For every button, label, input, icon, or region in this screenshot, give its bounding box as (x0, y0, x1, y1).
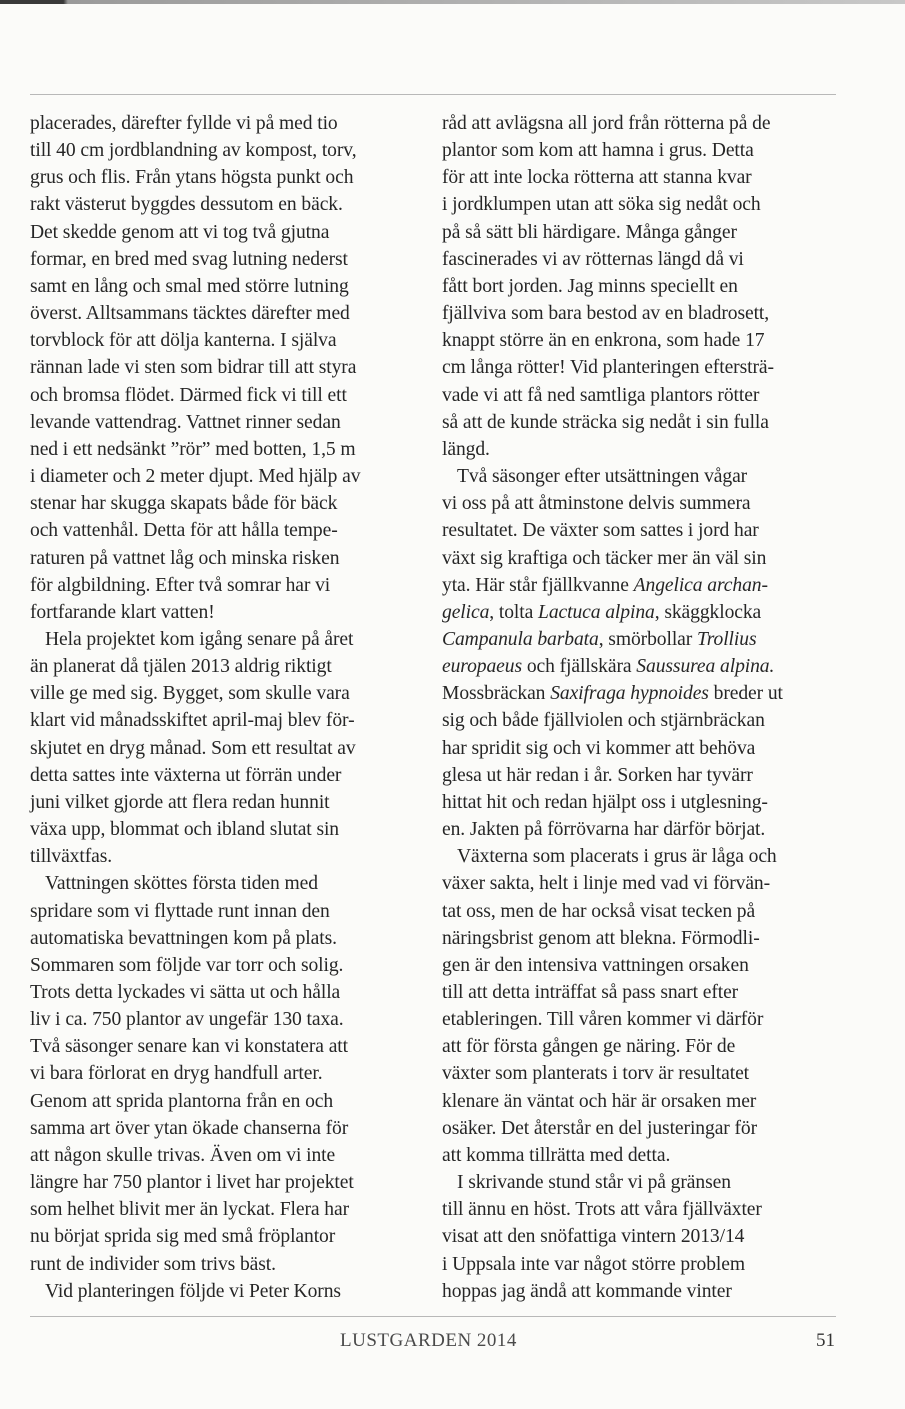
text-segment: levande vattendrag. Vattnet rinner sedan (30, 411, 341, 433)
text-line (442, 436, 842, 463)
text-segment: yta. Här står fjällkvanne (442, 574, 634, 596)
italic-species-name: Saussurea alpina. (636, 656, 775, 678)
text-line (30, 816, 430, 843)
text-line (30, 1278, 430, 1305)
text-segment: , smörbollar (598, 628, 697, 650)
text-segment: plantor som kom att hamna i grus. Detta (442, 140, 754, 162)
text-line (30, 246, 430, 273)
text-segment: fjällviva som bara bestod av en bladrosett, (442, 303, 770, 325)
text-segment: att komma tillrätta med detta. (442, 1144, 671, 1166)
text-segment: fortfarande klart vatten! (30, 601, 215, 623)
text-line (442, 1006, 842, 1033)
text-line (442, 382, 842, 409)
text-line (30, 327, 430, 354)
text-segment: vi oss på att åtminstone delvis summera (442, 493, 751, 515)
text-line (442, 1278, 842, 1305)
text-line (30, 1033, 430, 1060)
text-line (30, 110, 430, 137)
text-line (442, 870, 842, 897)
text-line (442, 653, 842, 680)
text-line (30, 219, 430, 246)
text-segment: Det skedde genom att vi tog två gjutna (30, 221, 330, 243)
text-line (442, 1033, 842, 1060)
text-line (30, 680, 430, 707)
text-line (442, 354, 842, 381)
text-segment: spridare som vi flyttade runt innan den (30, 900, 330, 922)
text-line (442, 898, 842, 925)
text-line (442, 1169, 842, 1196)
text-line (442, 1251, 842, 1278)
text-line (442, 463, 842, 490)
text-line (30, 382, 430, 409)
text-line (442, 300, 842, 327)
text-line (30, 789, 430, 816)
text-segment: att någon skulle trivas. Även om vi inte (30, 1144, 336, 1166)
text-segment: i jordklumpen utan att söka sig nedåt och (442, 194, 761, 216)
text-line (30, 1142, 430, 1169)
text-line (442, 246, 842, 273)
text-segment: än planerat då tjälen 2013 aldrig riktigt (30, 656, 332, 678)
text-segment: glesa ut här redan i år. Sorken har tyvärr (442, 764, 753, 786)
text-line (442, 680, 842, 707)
text-segment: på så sätt bli härdigare. Många gånger (442, 221, 737, 243)
text-line (442, 1223, 842, 1250)
left-text-column (30, 110, 430, 1305)
text-segment: liv i ca. 750 plantor av ungefär 130 taxa. (30, 1009, 344, 1031)
text-segment: visat att den snöfattiga vintern 2013/14 (442, 1226, 745, 1248)
text-segment: , skäggklocka (654, 601, 762, 623)
text-segment: hoppas jag ändå att kommande vinter (442, 1280, 732, 1302)
text-segment: för att inte locka rötterna att stanna kvar (442, 167, 752, 189)
text-segment: växa upp, blommat och ibland slutat sin (30, 819, 340, 841)
text-segment: samt en lång och smal med större lutning (30, 275, 349, 297)
text-line (30, 1196, 430, 1223)
italic-species-name: europaeus (442, 656, 523, 678)
text-segment: i diameter och 2 meter djupt. Med hjälp av (30, 466, 361, 488)
text-segment: detta sattes inte växterna ut förrän under (30, 764, 342, 786)
text-segment: samma art över ytan ökade chanserna för (30, 1117, 349, 1139)
text-segment: runt de individer som trivs bäst. (30, 1253, 276, 1275)
text-line (30, 436, 430, 463)
text-segment: raturen på vattnet låg och minska risken (30, 547, 340, 569)
text-segment: Vid planteringen följde vi Peter Korns (45, 1280, 341, 1302)
text-line (442, 572, 842, 599)
text-segment: I skrivande stund står vi på gränsen (457, 1172, 731, 1194)
text-segment: som helhet blivit mer än lyckat. Flera har (30, 1199, 350, 1221)
text-segment: osäker. Det återstår en del justeringar för (442, 1117, 758, 1139)
text-line (30, 979, 430, 1006)
text-line (442, 1196, 842, 1223)
text-line (442, 517, 842, 544)
text-line (442, 979, 842, 1006)
text-line (442, 219, 842, 246)
text-line (442, 599, 842, 626)
page-number: 51 (816, 1330, 835, 1351)
text-segment: cm långa rötter! Vid planteringen eftersträ- (442, 357, 774, 379)
text-line (30, 572, 430, 599)
text-segment: fått bort jorden. Jag minns speciellt en (442, 275, 738, 297)
text-segment: rännan lade vi sten som bidrar till att styra (30, 357, 357, 379)
text-segment: råd att avlägsna all jord från rötterna på de (442, 113, 771, 134)
text-segment: Trots detta lyckades vi sätta ut och hålla (30, 982, 341, 1003)
text-segment: till ännu en höst. Trots att våra fjällväxter (442, 1199, 762, 1221)
text-line (442, 789, 842, 816)
header-rule (30, 94, 836, 95)
text-line (442, 952, 842, 979)
text-segment: växer sakta, helt i linje med vad vi förvän- (442, 873, 771, 895)
text-segment: tillväxtfas. (30, 846, 113, 868)
text-segment: Två säsonger senare kan vi konstatera att (30, 1036, 348, 1058)
text-segment: vi bara förlorat en dryg handfull arter. (30, 1063, 323, 1085)
text-line (442, 273, 842, 300)
text-line (30, 626, 430, 653)
text-line (30, 1115, 430, 1142)
text-line (30, 1006, 430, 1033)
text-line (442, 164, 842, 191)
text-segment: så att de kunde sträcka sig nedåt i sin fulla (442, 411, 769, 433)
text-line (442, 843, 842, 870)
right-text-column (442, 110, 842, 1305)
text-line (30, 952, 430, 979)
text-line (30, 1060, 430, 1087)
text-segment: knappt större än en enkrona, som hade 17 (442, 330, 765, 352)
text-line (442, 490, 842, 517)
text-segment: Hela projektet kom igång senare på året (45, 628, 354, 650)
text-line (30, 870, 430, 897)
text-segment: stenar har skugga skapats både för bäck (30, 493, 338, 515)
text-segment: i Uppsala inte var något större problem (442, 1253, 745, 1275)
text-line (442, 626, 842, 653)
text-segment: till 40 cm jordblandning av kompost, torv, (30, 140, 357, 162)
text-segment: längd. (442, 438, 490, 460)
text-line (442, 327, 842, 354)
text-segment: och fjällskära (522, 656, 637, 678)
text-line (30, 898, 430, 925)
text-segment: växt sig kraftiga och täcker mer än väl sin (442, 547, 767, 569)
text-segment: Sommaren som följde var torr och solig. (30, 954, 344, 976)
text-segment: juni vilket gjorde att flera redan hunnit (30, 791, 330, 813)
italic-species-name: Angelica archan- (633, 574, 768, 596)
scan-top-edge (0, 0, 905, 4)
text-segment: för algbildning. Efter två somrar har vi (30, 574, 331, 596)
text-segment: näringsbrist genom att blekna. Förmodli- (442, 927, 760, 949)
text-segment: tat oss, men de har också visat tecken på (442, 900, 756, 922)
text-line (442, 925, 842, 952)
text-segment: Två säsonger efter utsättningen vågar (457, 466, 748, 488)
italic-species-name: gelica (442, 601, 490, 623)
text-line (442, 762, 842, 789)
text-line (442, 735, 842, 762)
text-segment: sig och både fjällviolen och stjärnbräckan (442, 710, 765, 732)
text-segment: torvblock för att dölja kanterna. I själva (30, 330, 337, 352)
text-line (442, 816, 842, 843)
text-line (442, 1060, 842, 1087)
italic-species-name: Campanula barbata (442, 628, 599, 650)
text-line (30, 191, 430, 218)
text-line (442, 1115, 842, 1142)
text-segment: och bromsa flödet. Därmed fick vi till ett (30, 384, 347, 406)
text-segment: att för första gången ge näring. För de (442, 1036, 736, 1058)
text-segment: längre har 750 plantor i livet har projektet (30, 1172, 354, 1194)
text-segment: fascinerades vi av rötternas längd då vi (442, 248, 744, 270)
text-segment: har spridit sig och vi kommer att behöva (442, 737, 756, 759)
text-line (442, 409, 842, 436)
text-line (442, 707, 842, 734)
text-segment: till att detta inträffat så pass snart efter (442, 982, 739, 1003)
text-line (30, 735, 430, 762)
text-line (442, 545, 842, 572)
text-line (30, 164, 430, 191)
text-segment: placerades, därefter fyllde vi på med tio (30, 113, 338, 134)
text-line (30, 653, 430, 680)
text-line (30, 1088, 430, 1115)
text-segment: skjutet en dryg månad. Som ett resultat av (30, 737, 356, 759)
text-line (30, 1169, 430, 1196)
text-line (30, 409, 430, 436)
text-line (30, 463, 430, 490)
text-segment: hittat hit och redan hjälpt oss i utglesning- (442, 791, 768, 813)
text-segment: Mossbräckan (442, 683, 551, 705)
italic-species-name: Trollius (697, 628, 757, 650)
text-line (30, 300, 430, 327)
text-segment: resultatet. De växter som sattes i jord har (442, 520, 759, 542)
text-segment: ville ge med sig. Bygget, som skulle vara (30, 683, 350, 705)
text-segment: gen är den intensiva vattningen orsaken (442, 954, 749, 976)
text-segment: klart vid månadsskiftet april-maj blev för- (30, 710, 355, 732)
text-line (442, 1142, 842, 1169)
text-segment: klenare än väntat och här är orsaken mer (442, 1090, 757, 1112)
text-segment: och vattenhål. Detta för att hålla tempe- (30, 520, 338, 542)
text-line (30, 490, 430, 517)
text-segment: Vattningen sköttes första tiden med (45, 873, 318, 895)
text-segment: etableringen. Till våren kommer vi därför (442, 1009, 764, 1031)
text-segment: ned i ett nedsänkt ”rör” med botten, 1,5 m (30, 438, 356, 460)
text-segment: , tolta (489, 601, 539, 623)
text-segment: en. Jakten på förrövarna har därför börjat. (442, 819, 766, 841)
text-segment: Genom att sprida plantorna från en och (30, 1090, 334, 1112)
text-line (30, 517, 430, 544)
italic-species-name: Saxifraga hypnoides (550, 683, 709, 705)
text-segment: formar, en bred med svag lutning nederst (30, 248, 348, 270)
text-segment: breder ut (708, 683, 783, 705)
italic-species-name: Lactuca alpina (538, 601, 655, 623)
text-line (30, 137, 430, 164)
footer-rule (30, 1316, 836, 1317)
text-segment: vade vi att få ned samtliga plantors rötter (442, 384, 760, 406)
text-line (30, 1223, 430, 1250)
text-line (30, 599, 430, 626)
text-segment: rakt västerut byggdes dessutom en bäck. (30, 194, 343, 216)
text-segment: Växterna som placerats i grus är låga och (457, 846, 777, 868)
text-line (442, 137, 842, 164)
text-segment: nu börjat sprida sig med små fröplantor (30, 1226, 336, 1248)
magazine-title: LUSTGARDEN 2014 (340, 1330, 517, 1351)
text-segment: grus och flis. Från ytans högsta punkt och (30, 167, 354, 189)
text-line (30, 1251, 430, 1278)
text-line (30, 762, 430, 789)
text-line (442, 191, 842, 218)
text-line (30, 354, 430, 381)
text-line (442, 1088, 842, 1115)
text-line (442, 110, 842, 137)
text-line (30, 707, 430, 734)
text-segment: automatiska bevattningen kom på plats. (30, 927, 337, 949)
text-segment: växter som planterats i torv är resultatet (442, 1063, 750, 1085)
text-line (30, 843, 430, 870)
text-line (30, 545, 430, 572)
text-line (30, 273, 430, 300)
text-segment: överst. Alltsammans täcktes därefter med (30, 303, 350, 325)
text-line (30, 925, 430, 952)
